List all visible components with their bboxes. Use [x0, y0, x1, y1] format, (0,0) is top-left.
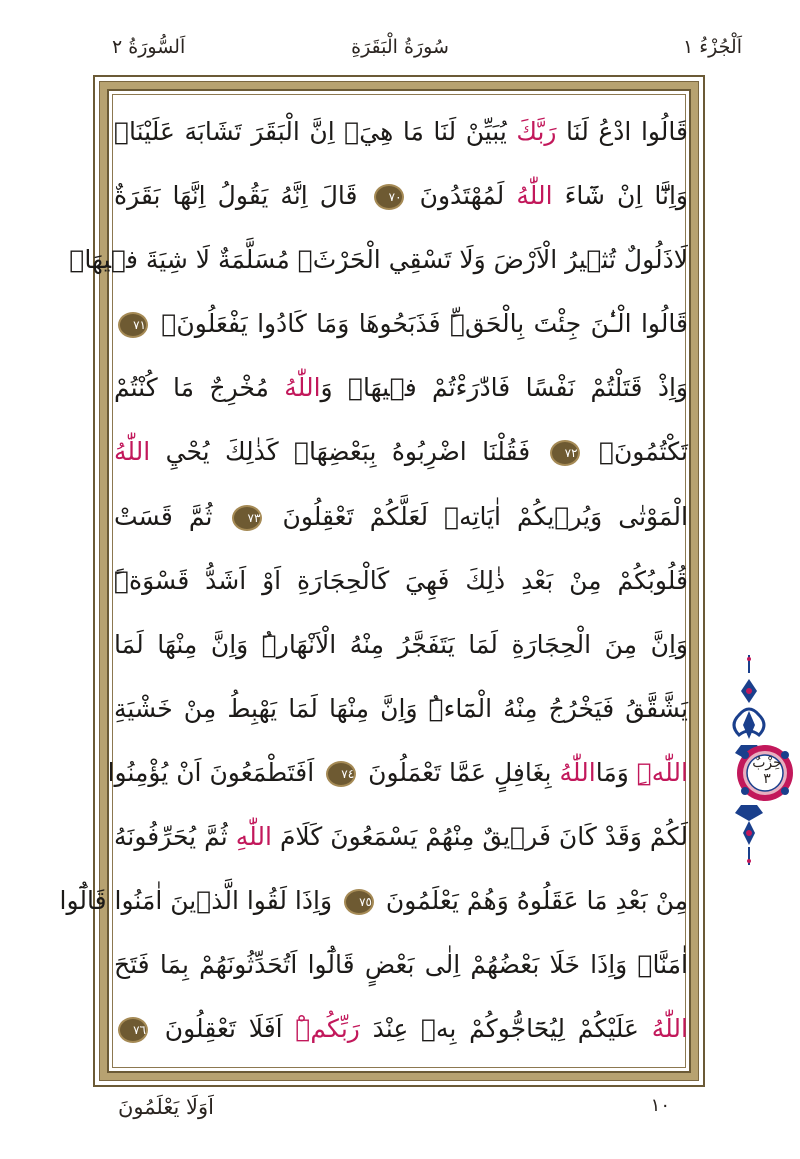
quran-text-block	[59, 100, 689, 1062]
text-line	[59, 869, 688, 933]
text-line	[114, 356, 688, 420]
ayah-number-marker: ٧٣	[232, 505, 262, 531]
verse-text: قُلُوبُكُمْ مِنْ بَعْدِ ذٰلِكَ فَهِيَ كَالْحِجَارَةِ اَوْ اَشَدُّ قَسْوَةًۜ	[114, 565, 688, 595]
verse-text: اَفَلَا تَعْقِلُونَ	[152, 1014, 296, 1044]
ayah-number-marker: ٧٥	[344, 889, 374, 915]
catchword: اَوَلَا يَعْلَمُونَ	[118, 1095, 214, 1119]
text-line	[114, 420, 688, 484]
divine-name-allah: اللّٰهِۜ	[636, 757, 688, 787]
divine-name-allah: اللّٰهُ	[651, 1014, 688, 1044]
ayah-number-marker: ٧٤	[326, 761, 356, 787]
verse-text: يَشَّقَّقُ فَيَخْرُجُ مِنْهُ الْمَٓاءُۜ وَاِنَّ مِنْهَا لَمَا يَهْبِطُ مِنْ خَشْيَةِ	[114, 693, 688, 723]
hizb-marker	[735, 655, 795, 865]
text-line	[114, 549, 688, 613]
verse-text: مُخْرِجٌ مَا كُنْتُمْ	[114, 373, 285, 403]
verse-text: عَلَيْكُمْ لِيُحَٓاجُّوكُمْ بِهٖ عِنْدَ	[359, 1014, 652, 1044]
verse-text: لَاذَلُولٌ تُثٖيرُ الْاَرْضَ وَلَا تَسْقِي الْحَرْثَۚ مُسَلَّمَةٌ لَا شِيَةَ فٖيهَاۜ	[69, 245, 688, 275]
text-line	[114, 485, 688, 549]
text-line	[114, 933, 688, 997]
verse-text: قَالَ اِنَّهُ يَقُولُ اِنَّهَا بَقَرَةٌ	[114, 181, 370, 211]
verse-text: وَمَا	[595, 757, 637, 787]
text-line	[107, 741, 688, 805]
surah-name: سُورَةُ الْبَقَرَةِ	[351, 36, 449, 58]
text-line	[114, 997, 688, 1061]
verse-text: وَاِنَّٓا اِنْ شَٓاءَ	[552, 181, 688, 211]
ayah-number-marker: ٧٢	[550, 440, 580, 466]
text-line	[69, 228, 688, 292]
hizb-label: حِزْبٌ	[752, 755, 782, 771]
page-header	[0, 36, 800, 68]
divine-name-rabb: رَبَّكَ	[516, 117, 557, 146]
divine-name-allah: اللّٰهُ	[516, 181, 553, 211]
divine-name-allah: اللّٰهُ	[559, 757, 596, 787]
verse-text: ثُمَّ قَسَتْ	[114, 501, 229, 531]
hizb-number: ٣	[763, 771, 771, 787]
surah-number: اَلسُّورَةُ ٢	[112, 36, 186, 58]
verse-text: فَقُلْنَا اضْرِبُوهُ بِبَعْضِهَاۜ كَذٰلِكَ يُحْيِ	[150, 437, 546, 467]
verse-text: اٰمَنَّاۚ وَاِذَا خَلَا بَعْضُهُمْ اِلٰى بَعْضٍ قَالُٓوا اَتُحَدِّثُونَهُمْ بِمَا فَتَحَ	[114, 950, 688, 980]
verse-text: قَالُوا ادْعُ لَنَا	[556, 117, 688, 146]
verse-text: بِغَافِلٍ عَمَّا تَعْمَلُونَ	[360, 757, 560, 787]
verse-text: قَالُوا الْـٰٔنَ جِئْتَ بِالْحَقِّۜ فَذَبَحُوهَا وَمَا كَادُوا يَفْعَلُونَۚ	[152, 309, 688, 339]
verse-text: اَفَتَطْمَعُونَ اَنْ يُؤْمِنُوا	[107, 757, 323, 787]
text-line	[114, 292, 688, 356]
verse-text: ثُمَّ يُحَرِّفُونَهُ	[114, 822, 236, 852]
verse-text: لَكُمْ وَقَدْ كَانَ فَرٖيقٌ مِنْهُمْ يَسْمَعُونَ كَلَامَ	[271, 822, 688, 852]
verse-text: وَاِذَا لَقُوا الَّذٖينَ اٰمَنُوا قَالُٓوا	[59, 886, 340, 916]
verse-text: الْمَوْتٰى وَيُرٖيكُمْ اٰيَاتِهٖ لَعَلَّكُمْ تَعْقِلُونَ	[266, 501, 688, 531]
divine-name-allah: اللّٰهُ	[284, 373, 321, 403]
ayah-number-marker: ٧٦	[118, 1017, 148, 1043]
text-line	[114, 805, 688, 869]
verse-text: تَكْتُمُونَۚ	[583, 437, 688, 467]
verse-text: وَاِنَّ مِنَ الْحِجَارَةِ لَمَا يَتَفَجَّرُ مِنْهُ الْاَنْهَارُۜ وَاِنَّ مِنْهَا لَمَا	[114, 629, 688, 659]
verse-text: مِنْ بَعْدِ مَا عَقَلُوهُ وَهُمْ يَعْلَمُونَ	[377, 886, 688, 916]
page-number: ١٠	[650, 1095, 670, 1116]
ayah-number-marker: ٧٠	[374, 184, 404, 210]
divine-name-rabb: رَبِّكُمْۜ	[295, 1014, 360, 1044]
divine-name-allah: اللّٰهِ	[235, 822, 272, 852]
text-line	[114, 100, 688, 164]
page-footer	[0, 1095, 800, 1135]
juz-label: اَلْجُزْءُ ١	[682, 36, 742, 58]
text-line	[114, 164, 688, 228]
ayah-number-marker: ٧١	[118, 312, 148, 338]
divine-name-allah: اللّٰهُ	[114, 437, 151, 467]
verse-text: يُبَيِّنْ لَنَا مَا هِيَۙ اِنَّ الْبَقَرَ تَشَابَهَ عَلَيْنَاۜ	[114, 117, 517, 146]
verse-text: لَمُهْتَدُونَ	[407, 181, 517, 211]
verse-text: وَاِذْ قَتَلْتُمْ نَفْسًا فَادّٰرَءْتُمْ فٖيهَاۜ وَ	[320, 373, 689, 403]
text-line	[114, 613, 688, 677]
text-line	[114, 677, 688, 741]
